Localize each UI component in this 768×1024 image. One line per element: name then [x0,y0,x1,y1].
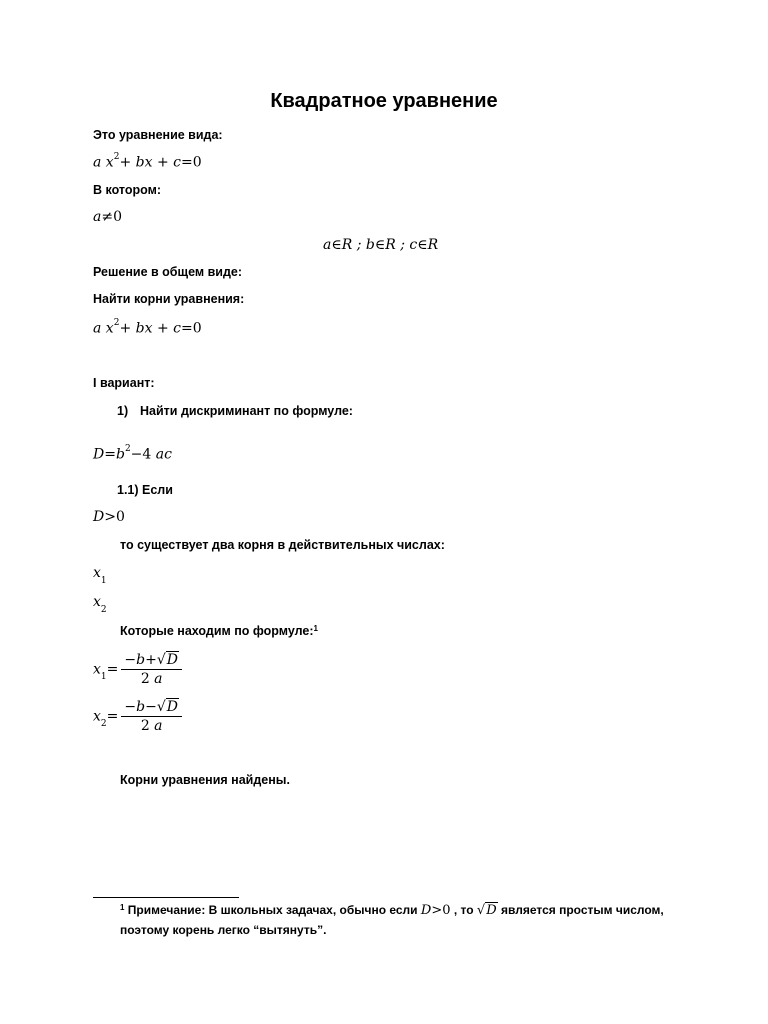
two-roots-label: то существует два корня в действительных числах: [120,538,445,552]
footnote-condition-d-positive: D>0 [420,903,451,918]
root-x2-symbol: $x_2$ [93,594,107,615]
find-roots-label: Найти корни уравнения: [93,292,245,306]
footnote-number: 1 [120,903,125,912]
equation-to-solve: a $x^2+$ bx + c=0 [93,318,202,337]
condition-real-coefficients: a∈R ; b∈R ; c∈R [323,237,439,253]
condition-d-positive: D>0 [93,509,125,525]
in-which-label: В котором: [93,183,162,197]
equation-general-form: a $x^2+$ bx + c=0 [93,152,202,171]
condition-a-nonzero: a≠0 [93,209,122,225]
root-x1-formula: $x_1=$ $\frac{-b+√D}{2 a}$ [93,652,182,687]
footnote-sqrt-d: √D [476,903,497,918]
general-solution-label: Решение в общем виде: [93,265,242,279]
formula-label: Которые находим по формуле:$^1$ [120,624,318,638]
intro-label: Это уравнение вида: [93,128,223,142]
step1-label: Найти дискриминант по формуле: [140,404,353,418]
root-x2-formula: $x_2=$ $\frac{-b-√D}{2 a}$ [93,699,182,734]
variant-label: I вариант: [93,376,155,390]
footnote-text-part2: , то [453,903,474,917]
roots-found-label: Корни уравнения найдены. [120,773,290,787]
root-x1-symbol: $x_1$ [93,565,107,586]
footnote-reference: 1 [313,624,318,633]
footnote-separator [93,897,239,898]
footnote-text-line2: поэтому корень легко “вытянуть”. [120,923,327,937]
footnote-text-part1: Примечание: В школьных задачах, обычно если [127,903,418,917]
step11-label: 1.1) Если [117,483,173,497]
step1-number: 1) [117,404,129,418]
footnote-text-part3: является простым числом, [501,903,664,917]
page-title: Квадратное уравнение [270,90,498,112]
discriminant-formula: $D=b^2-4$ ac [93,444,172,463]
footnote [120,901,680,939]
